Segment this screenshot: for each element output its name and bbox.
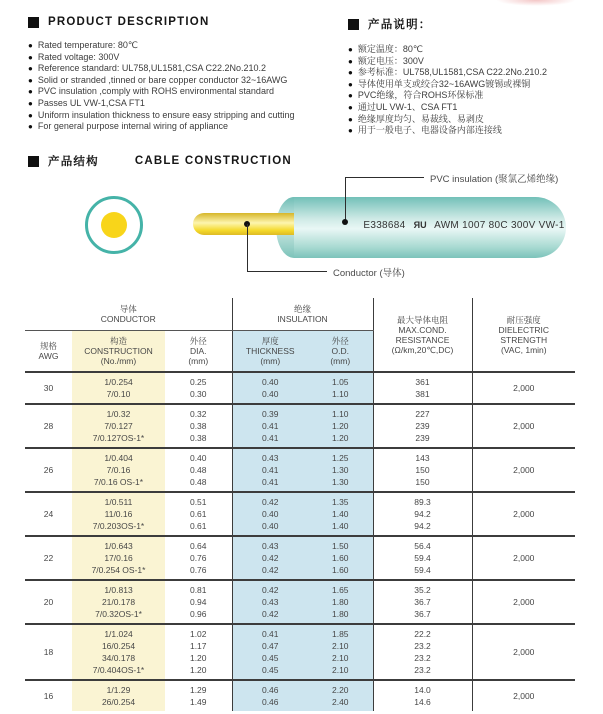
bullet-dot-icon: ●	[28, 110, 33, 120]
cell-thickness: 0.47	[232, 640, 308, 652]
cell-construction: 1/0.32	[72, 404, 165, 420]
cell-awg: 16	[25, 680, 72, 711]
cell-resistance: 36.7	[373, 608, 472, 624]
cell-od: 1.10	[308, 388, 373, 404]
bullet-dot-icon: ●	[28, 52, 33, 62]
pvc-insulation-label: PVC insulation (聚氯乙烯绝缘)	[430, 174, 559, 185]
product-description-section	[28, 16, 350, 133]
description-en-item-4	[28, 86, 350, 98]
description-cn-item-6	[348, 114, 598, 126]
cell-awg: 24	[25, 492, 72, 536]
cell-awg: 18	[25, 624, 72, 680]
cell-construction: 7/0.127OS-1*	[72, 432, 165, 448]
cell-thickness: 0.40	[232, 372, 308, 388]
thickness-header-cn: 厚度	[261, 335, 279, 346]
cell-dia: 0.38	[165, 432, 232, 448]
description-cn-item-0	[348, 44, 598, 56]
cable-construction-title-cn: 产品结构	[48, 156, 99, 168]
product-description-title	[28, 16, 350, 28]
dielectric-header-cn: 耐压强度	[506, 314, 541, 325]
cell-od: 1.05	[308, 372, 373, 388]
cell-od: 1.80	[308, 596, 373, 608]
cable-construction-title-en: CABLE CONSTRUCTION	[134, 155, 292, 167]
product-description-cn-section	[348, 16, 598, 137]
cell-construction: 11/0.16	[72, 508, 165, 520]
cell-resistance: 94.2	[373, 520, 472, 536]
cell-dielectric: 2,000	[472, 624, 575, 680]
construction-header-en: CONSTRUCTION	[84, 345, 153, 356]
description-cn-item-1	[348, 56, 598, 68]
dia-header-en: DIA.	[189, 345, 207, 356]
description-en-item-7	[28, 121, 350, 133]
cell-od: 1.50	[308, 536, 373, 552]
cell-construction: 7/0.127	[72, 420, 165, 432]
cell-construction: 1/0.511	[72, 492, 165, 508]
cell-dia: 0.32	[165, 404, 232, 420]
cell-construction: 17/0.16	[72, 552, 165, 564]
construction-header-unit: (No./mm)	[100, 355, 137, 366]
description-cn-item-text: 额定温度：80℃	[357, 44, 423, 54]
product-description-cn-list	[348, 44, 598, 137]
thickness-column-header	[232, 330, 308, 372]
description-en-item-text: Passes UL VW-1,CSA FT1	[37, 97, 145, 108]
cable-print-legend	[358, 220, 570, 231]
cell-od: 1.35	[308, 492, 373, 508]
resistance-column-header	[373, 298, 472, 372]
cell-thickness: 0.41	[232, 624, 308, 640]
cell-od: 1.85	[308, 624, 373, 640]
cell-construction: 1/0.643	[72, 536, 165, 552]
description-cn-item-5	[348, 102, 598, 114]
cell-construction: 7/0.404OS-1*	[72, 664, 165, 680]
cell-dia: 0.76	[165, 564, 232, 580]
description-cn-item-7	[348, 125, 598, 137]
cell-od: 1.25	[308, 448, 373, 464]
cell-od: 1.20	[308, 420, 373, 432]
bullet-dot-icon: ●	[28, 98, 33, 108]
cell-dia: 0.30	[165, 388, 232, 404]
bullet-dot-icon: ●	[348, 79, 353, 89]
cell-thickness: 0.41	[232, 476, 308, 492]
description-cn-item-text: 通过UL VW-1、CSA FT1	[357, 101, 458, 112]
bullet-dot-icon: ●	[348, 126, 353, 136]
cell-resistance: 23.2	[373, 664, 472, 680]
resistance-header-cn: 最大导体电阻	[397, 314, 449, 325]
cell-thickness: 0.40	[232, 520, 308, 536]
cell-thickness: 0.41	[232, 432, 308, 448]
cell-thickness: 0.43	[232, 536, 308, 552]
cell-dia: 0.51	[165, 492, 232, 508]
square-bullet-icon	[28, 156, 39, 167]
cell-resistance: 59.4	[373, 564, 472, 580]
spec-row-awg28-line1	[25, 404, 575, 420]
bullet-dot-icon: ●	[28, 75, 33, 85]
cell-resistance: 227	[373, 404, 472, 420]
cell-construction: 7/0.254 OS-1*	[72, 564, 165, 580]
cell-od: 2.10	[308, 640, 373, 652]
cell-dielectric: 2,000	[472, 580, 575, 624]
dielectric-header-en2: STRENGTH	[500, 334, 548, 345]
description-cn-item-text: 导体使用单支或绞合32~16AWG镀锡或裸铜	[357, 78, 531, 89]
cable-print-spec: AWM 1007 80C 300V VW-1	[434, 220, 565, 231]
conductor-pointer-line-horizontal	[247, 271, 327, 272]
cell-dia: 1.20	[165, 664, 232, 680]
cell-od: 2.10	[308, 664, 373, 680]
insulation-group-en: INSULATION	[277, 313, 328, 324]
cell-thickness: 0.42	[232, 492, 308, 508]
awg-column-header	[25, 330, 72, 372]
description-cn-item-3	[348, 79, 598, 91]
cell-resistance: 36.7	[373, 596, 472, 608]
spec-row-awg18-line1	[25, 624, 575, 640]
bullet-dot-icon: ●	[28, 41, 33, 50]
cell-dia: 0.25	[165, 372, 232, 388]
cell-dia: 1.02	[165, 624, 232, 640]
cell-resistance: 239	[373, 420, 472, 432]
cell-construction: 1/1.29	[72, 680, 165, 696]
product-description-cn-title	[348, 16, 598, 32]
cell-construction: 7/0.10	[72, 388, 165, 404]
cable-construction-title	[28, 153, 292, 169]
specification-table	[25, 298, 575, 711]
dia-header-unit: (mm)	[188, 355, 209, 366]
bullet-dot-icon: ●	[28, 64, 33, 74]
cell-thickness: 0.40	[232, 388, 308, 404]
square-bullet-icon	[28, 17, 39, 28]
spec-row-awg30-line1	[25, 372, 575, 388]
cell-thickness: 0.42	[232, 608, 308, 624]
bullet-dot-icon: ●	[348, 45, 353, 54]
od-header-en: O.D.	[331, 345, 349, 356]
od-header-unit: (mm)	[330, 355, 351, 366]
bullet-dot-icon: ●	[348, 114, 353, 124]
cell-dielectric: 2,000	[472, 680, 575, 711]
cell-construction: 7/0.32OS-1*	[72, 608, 165, 624]
cell-dia: 0.38	[165, 420, 232, 432]
cable-print-ul-file-number: E338684	[363, 220, 406, 231]
description-cn-item-text: 参考标准：UL758,UL1581,CSA C22.2No.210.2	[357, 67, 547, 78]
resistance-header-en2: RESISTANCE	[395, 334, 450, 345]
cell-dia: 0.61	[165, 520, 232, 536]
bullet-dot-icon: ●	[28, 87, 33, 97]
cell-dielectric: 2,000	[472, 492, 575, 536]
dielectric-header-unit: (VAC, 1min)	[500, 344, 547, 355]
cell-od: 1.20	[308, 432, 373, 448]
cell-dia: 1.29	[165, 680, 232, 696]
bullet-dot-icon: ●	[28, 122, 33, 132]
description-en-item-text: Uniform insulation thickness to ensure easy stripping and cutting	[37, 109, 295, 120]
cell-construction: 34/0.178	[72, 652, 165, 664]
cell-resistance: 143	[373, 448, 472, 464]
description-en-item-text: Rated temperature: 80℃	[37, 40, 139, 50]
cell-resistance: 23.2	[373, 640, 472, 652]
cell-thickness: 0.40	[232, 508, 308, 520]
awg-header-cn: 规格	[39, 340, 57, 351]
square-bullet-icon	[348, 19, 359, 30]
cell-dielectric: 2,000	[472, 448, 575, 492]
description-en-item-0	[28, 40, 350, 52]
description-en-item-1	[28, 52, 350, 64]
insulation-group-header	[232, 298, 373, 330]
bullet-dot-icon: ●	[348, 56, 353, 66]
cell-resistance: 94.2	[373, 508, 472, 520]
description-cn-item-4	[348, 90, 598, 102]
thickness-header-unit: (mm)	[260, 355, 281, 366]
cell-resistance: 23.2	[373, 652, 472, 664]
partial-logo-smudge	[496, 0, 576, 6]
dielectric-header-en1: DIELECTRIC	[498, 324, 550, 335]
cell-thickness: 0.41	[232, 420, 308, 432]
description-en-item-5	[28, 98, 350, 110]
specification-table-header	[25, 298, 575, 372]
cell-dia: 1.20	[165, 652, 232, 664]
cell-construction: 7/0.16 OS-1*	[72, 476, 165, 492]
cell-thickness: 0.39	[232, 404, 308, 420]
conductor-group-cn: 导体	[119, 303, 137, 314]
pvc-pointer-line-vertical	[345, 177, 346, 221]
cell-od: 2.40	[308, 696, 373, 711]
cell-resistance: 381	[373, 388, 472, 404]
od-header-cn: 外径	[331, 335, 349, 346]
insulation-group-cn: 绝缘	[294, 303, 312, 314]
product-description-cn-title-text: 产品说明：	[368, 19, 432, 31]
cell-od: 1.60	[308, 552, 373, 564]
cell-od: 1.80	[308, 608, 373, 624]
cell-thickness: 0.45	[232, 652, 308, 664]
cell-resistance: 89.3	[373, 492, 472, 508]
cell-resistance: 14.6	[373, 696, 472, 711]
cell-dia: 0.64	[165, 536, 232, 552]
cell-resistance: 59.4	[373, 552, 472, 564]
cell-dia: 0.61	[165, 508, 232, 520]
spec-row-awg26-line1	[25, 448, 575, 464]
description-cn-item-text: PVC绝缘，符合ROHS环保标准	[357, 90, 484, 101]
conductor-group-header	[25, 298, 232, 330]
cell-thickness: 0.46	[232, 680, 308, 696]
cable-cross-section-conductor-core	[101, 212, 127, 238]
resistance-header-en1: MAX.COND.	[398, 324, 447, 335]
ul-recognized-mark-icon: ЯU	[413, 220, 427, 230]
cell-resistance: 361	[373, 372, 472, 388]
cell-construction: 21/0.178	[72, 596, 165, 608]
bullet-dot-icon: ●	[348, 102, 353, 112]
construction-header-cn: 构造	[109, 335, 127, 346]
cell-dia: 0.48	[165, 464, 232, 476]
dia-column-header	[165, 330, 232, 372]
spec-row-awg24-line1	[25, 492, 575, 508]
bullet-dot-icon: ●	[348, 68, 353, 78]
cell-construction: 7/0.203OS-1*	[72, 520, 165, 536]
cell-od: 1.65	[308, 580, 373, 596]
cell-dia: 0.81	[165, 580, 232, 596]
cell-thickness: 0.41	[232, 464, 308, 476]
cell-resistance: 14.0	[373, 680, 472, 696]
cell-awg: 22	[25, 536, 72, 580]
cell-resistance: 239	[373, 432, 472, 448]
product-description-list	[28, 40, 350, 133]
cell-od: 2.20	[308, 680, 373, 696]
description-en-item-text: Solid or stranded ,tinned or bare copper conductor 32~16AWG	[37, 74, 288, 85]
cell-awg: 28	[25, 404, 72, 448]
cell-dielectric: 2,000	[472, 404, 575, 448]
cell-dia: 0.48	[165, 476, 232, 492]
cell-awg: 26	[25, 448, 72, 492]
cell-construction: 1/0.254	[72, 372, 165, 388]
description-cn-item-2	[348, 67, 598, 79]
description-cn-item-text: 绝缘厚度均匀、易裁线、易剥皮	[357, 113, 484, 124]
cell-construction: 7/0.16	[72, 464, 165, 476]
cell-dielectric: 2,000	[472, 536, 575, 580]
description-cn-item-text: 用于一般电子、电器设备内部连接线	[357, 125, 502, 136]
description-en-item-6	[28, 110, 350, 122]
cell-dia: 1.17	[165, 640, 232, 652]
cell-thickness: 0.46	[232, 696, 308, 711]
cell-dia: 0.40	[165, 448, 232, 464]
cell-thickness: 0.42	[232, 580, 308, 596]
spec-row-awg16-line1	[25, 680, 575, 696]
cell-thickness: 0.45	[232, 664, 308, 680]
spec-row-awg22-line1	[25, 536, 575, 552]
specification-table-body	[25, 372, 575, 711]
cell-thickness: 0.42	[232, 552, 308, 564]
description-en-item-2	[28, 63, 350, 75]
cell-dielectric: 2,000	[472, 372, 575, 404]
description-en-item-text: Reference standard: UL758,UL1581,CSA C22.2No.210.2	[37, 63, 266, 74]
cell-od: 1.40	[308, 508, 373, 520]
description-en-item-text: Rated voltage: 300V	[37, 51, 120, 62]
cell-awg: 30	[25, 372, 72, 404]
cell-dia: 0.96	[165, 608, 232, 624]
awg-header-en: AWG	[38, 350, 59, 361]
cell-resistance: 56.4	[373, 536, 472, 552]
cell-construction: 1/0.813	[72, 580, 165, 596]
pvc-pointer-line-horizontal	[345, 177, 424, 178]
cell-dia: 0.94	[165, 596, 232, 608]
cell-thickness: 0.43	[232, 448, 308, 464]
cell-od: 1.40	[308, 520, 373, 536]
product-description-title-text: PRODUCT DESCRIPTION	[48, 16, 210, 28]
cell-awg: 20	[25, 580, 72, 624]
cell-construction: 1/0.404	[72, 448, 165, 464]
cell-thickness: 0.42	[232, 564, 308, 580]
cell-od: 1.30	[308, 464, 373, 476]
cell-dia: 1.49	[165, 696, 232, 711]
cell-construction: 16/0.254	[72, 640, 165, 652]
cell-od: 2.10	[308, 652, 373, 664]
conductor-label: Conductor (导体)	[333, 268, 405, 279]
dielectric-column-header	[472, 298, 575, 372]
cell-resistance: 150	[373, 476, 472, 492]
description-en-item-3	[28, 75, 350, 87]
cell-od: 1.10	[308, 404, 373, 420]
cell-resistance: 35.2	[373, 580, 472, 596]
cell-resistance: 22.2	[373, 624, 472, 640]
cell-resistance: 150	[373, 464, 472, 476]
conductor-group-en: CONDUCTOR	[100, 313, 156, 324]
dia-header-cn: 外径	[189, 335, 207, 346]
thickness-header-en: THICKNESS	[245, 345, 295, 356]
cell-thickness: 0.43	[232, 596, 308, 608]
cell-dia: 0.76	[165, 552, 232, 564]
description-cn-item-text: 额定电压：300V	[357, 55, 424, 66]
cell-construction: 26/0.254	[72, 696, 165, 711]
cell-od: 1.60	[308, 564, 373, 580]
cell-od: 1.30	[308, 476, 373, 492]
cell-construction: 1/1.024	[72, 624, 165, 640]
description-en-item-text: PVC insulation ,comply with ROHS environmental standard	[37, 86, 274, 97]
resistance-header-unit: (Ω/km,20℃,DC)	[391, 344, 454, 355]
description-en-item-text: For general purpose internal wiring of appliance	[37, 121, 228, 132]
od-column-header	[308, 330, 373, 372]
conductor-pointer-line-vertical	[247, 224, 248, 271]
construction-column-header	[72, 330, 165, 372]
bullet-dot-icon: ●	[348, 91, 353, 101]
spec-row-awg20-line1	[25, 580, 575, 596]
pvc-pointer-dot-icon	[342, 219, 348, 225]
